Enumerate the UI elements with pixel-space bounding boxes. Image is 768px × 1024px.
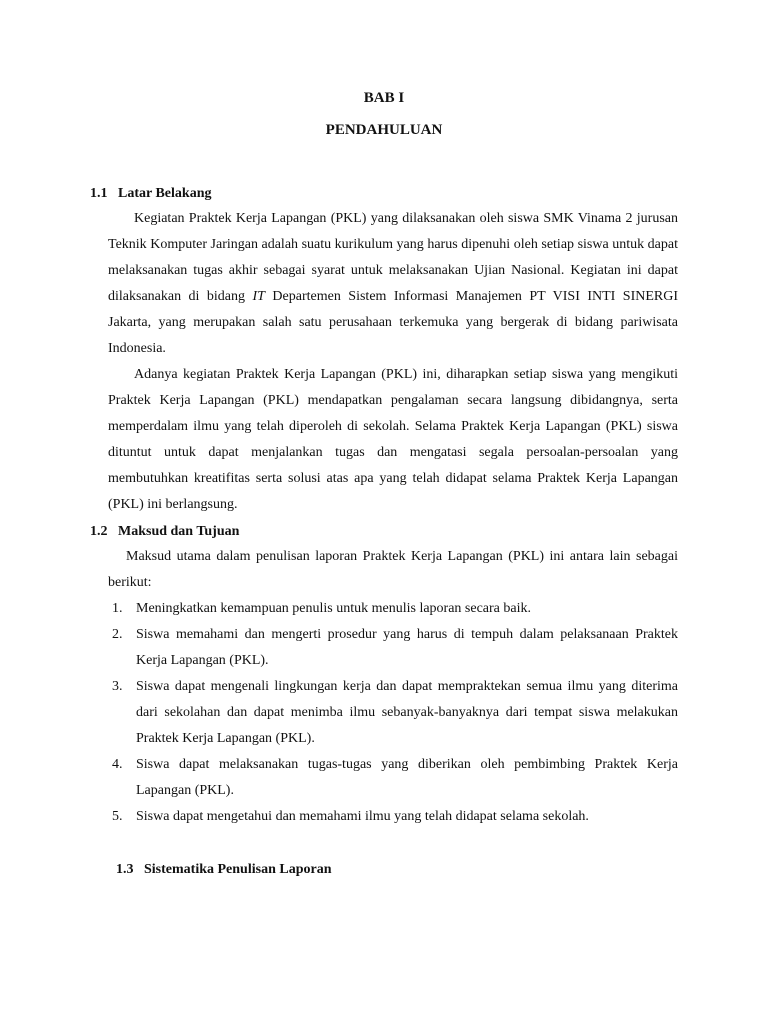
paragraph-latar-belakang-1 <box>108 206 678 362</box>
paragraph-maksud-intro: Maksud utama dalam penulisan laporan Praktek Kerja Lapangan (PKL) ini antara lain sebagai berikut: <box>108 549 678 590</box>
section-title: Latar Belakang <box>118 186 212 201</box>
list-number: 1. <box>112 601 123 616</box>
section-number: 1.1 <box>90 186 108 201</box>
list-item <box>108 752 678 804</box>
section-number: 1.2 <box>90 524 108 539</box>
section-heading-1-1 <box>90 186 211 202</box>
list-text: Siswa dapat mengetahui dan memahami ilmu yang telah didapat selama sekolah. <box>136 809 589 824</box>
section-heading-1-3 <box>116 862 331 878</box>
section-title: Sistematika Penulisan Laporan <box>144 862 332 877</box>
list-text: Siswa dapat mengenali lingkungan kerja dan dapat mempraktekan semua ilmu yang diterima dari sekolahan dan dapat menimba ilmu sebanyak-banyaknya dari tempat siswa melakukan Praktek Kerja Lapangan (PKL). <box>136 679 678 746</box>
italic-term: IT <box>252 289 265 304</box>
list-item <box>108 804 678 830</box>
list-number: 3. <box>112 679 123 694</box>
chapter-title: PENDAHULUAN <box>325 122 443 138</box>
list-item <box>108 674 678 752</box>
list-text: Meningkatkan kemampuan penulis untuk menulis laporan secara baik. <box>136 601 532 616</box>
list-number: 4. <box>112 757 123 772</box>
section-number: 1.3 <box>116 862 134 877</box>
chapter-label: BAB I <box>363 90 405 106</box>
list-number: 5. <box>112 809 123 824</box>
section-title: Maksud dan Tujuan <box>118 524 240 539</box>
list-text: Siswa dapat melaksanakan tugas-tugas yang diberikan oleh pembimbing Praktek Kerja Lapangan (PKL). <box>136 757 678 798</box>
list-number: 2. <box>112 627 123 642</box>
list-text: Siswa memahami dan mengerti prosedur yang harus di tempuh dalam pelaksanaan Praktek Kerja Lapangan (PKL). <box>136 627 678 668</box>
paragraph-text: Kegiatan Praktek Kerja Lapangan (PKL) yang dilaksanakan oleh siswa SMK Vinama 2 jurusan Teknik Komputer Jaringan adalah suatu kurikulum yang harus dipenuhi oleh setiap siswa untuk dapat melaksanakan tugas akhir sebagai syarat untuk melaksanakan Ujian Nasional. Kegiatan ini dapat dilaksanakan di bidang <box>108 211 678 304</box>
section-heading-1-2 <box>90 524 239 540</box>
paragraph-text: Departemen Sistem Informasi Manajemen PT VISI INTI SINERGI Jakarta, yang merupakan salah satu perusahaan terkemuka yang bergerak di bidang pariwisata Indonesia. <box>108 289 679 356</box>
list-item <box>108 596 678 622</box>
objectives-list <box>108 596 678 830</box>
list-item <box>108 622 678 674</box>
paragraph-latar-belakang-2: Adanya kegiatan Praktek Kerja Lapangan (PKL) ini, diharapkan setiap siswa yang mengikuti Praktek Kerja Lapangan (PKL) mendapatkan pengalaman secara langsung dibidangnya, serta memperdalam ilmu yang telah diperoleh di sekolah. Selama Praktek Kerja Lapangan (PKL) siswa dituntut untuk dapat menjalankan tugas dan mengatasi segala persoalan-persoalan yang membutuhkan kreatifitas serta solusi atas apa yang telah didapat selama Praktek Kerja Lapangan (PKL) ini berlangsung. <box>108 367 678 512</box>
